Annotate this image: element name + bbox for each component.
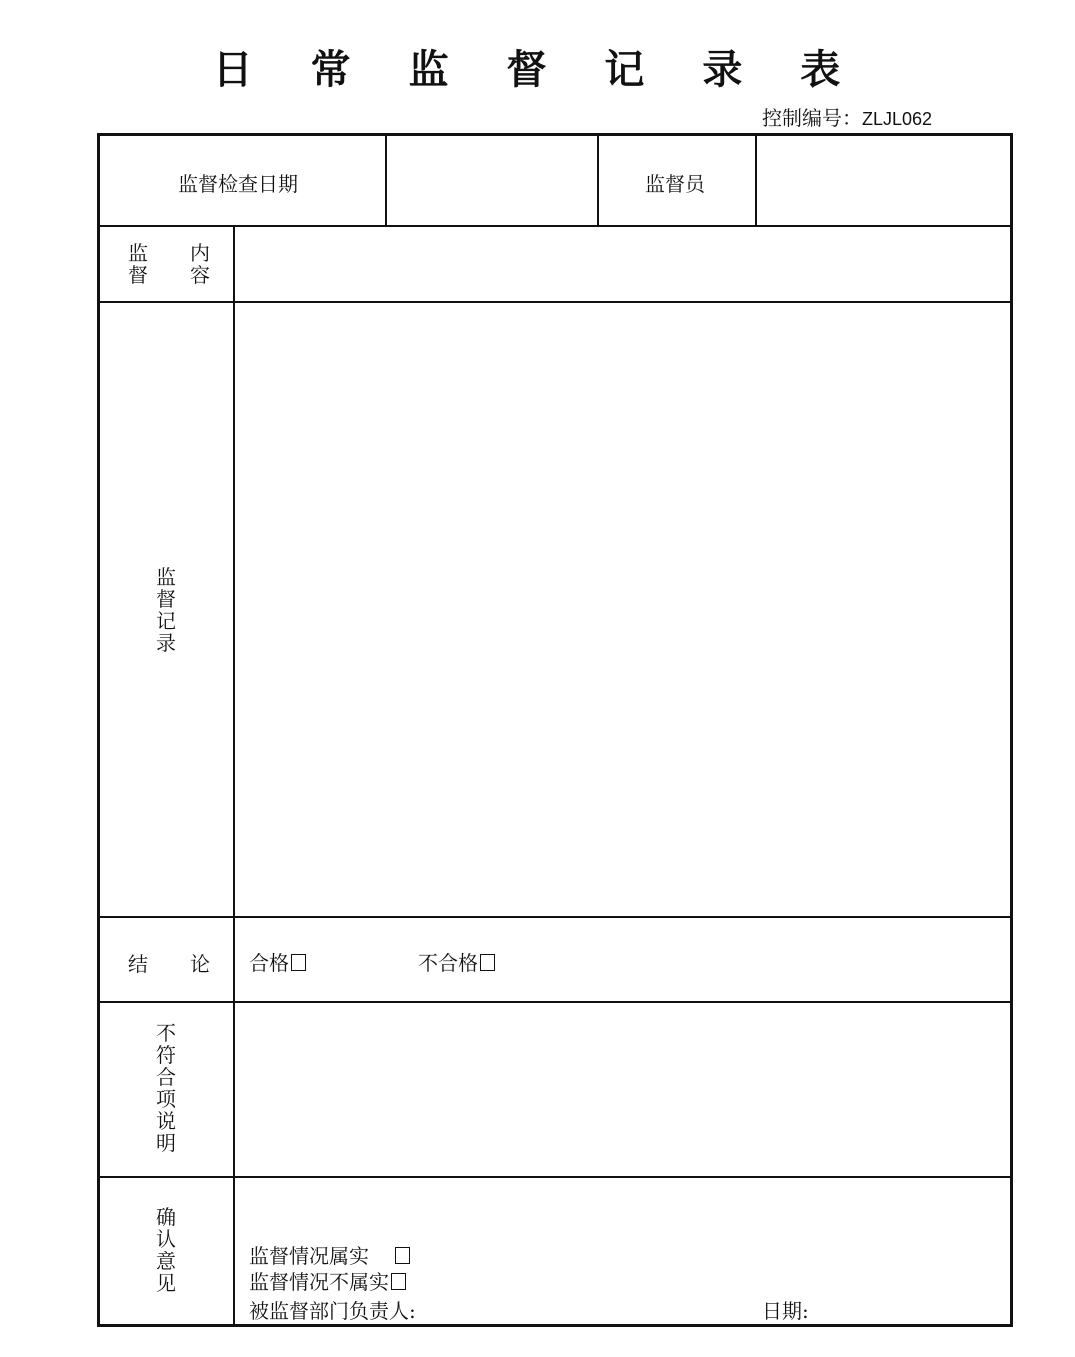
record-field[interactable] [236,304,1010,915]
confirm-true-label: 监督情况属实 [249,1244,369,1268]
column-divider [233,226,235,1325]
confirm-false-option[interactable] [249,1266,406,1295]
confirm-true-option[interactable] [249,1240,410,1269]
fail-checkbox[interactable] [480,954,495,971]
conclusion-label-right: 论 [190,952,210,976]
inspector-label: 监督员 [645,172,705,196]
inspector-field[interactable] [758,137,1010,224]
nonconformity-label: 不符合项说明 [156,1021,176,1155]
column-divider [385,135,387,226]
confirm-false-label: 监督情况不属实 [249,1270,389,1294]
pass-option[interactable] [249,947,306,976]
content-field[interactable] [236,228,1010,300]
fail-option[interactable] [418,947,495,976]
pass-label: 合格 [249,951,289,975]
conclusion-label-left: 结 [128,952,148,976]
control-number-code: ZLJL062 [862,109,933,129]
control-number [762,102,932,131]
column-divider [597,135,599,226]
row-divider [98,225,1012,227]
confirm-true-checkbox[interactable] [395,1247,410,1264]
fail-label: 不合格 [418,951,478,975]
inspection-date-field[interactable] [388,137,596,224]
row-divider [98,1176,1012,1178]
row-divider [98,301,1012,303]
record-label: 监督记录 [156,565,176,655]
confirmation-label: 确认意见 [156,1205,176,1295]
responsible-person-label: 被监督部门负责人: [249,1299,416,1323]
content-label-right: 内容 [190,241,210,287]
inspection-date-label: 监督检查日期 [178,172,298,196]
pass-checkbox[interactable] [291,954,306,971]
confirmation-date-label: 日期: [762,1299,809,1323]
control-number-label: 控制编号： [762,106,862,130]
content-label-left: 监督 [128,241,148,287]
row-divider [98,916,1012,918]
column-divider [755,135,757,226]
document-title: 日 常 监 督 记 录 表 [212,47,863,93]
nonconformity-field[interactable] [236,1004,1010,1175]
confirm-false-checkbox[interactable] [391,1273,406,1290]
row-divider [98,1001,1012,1003]
